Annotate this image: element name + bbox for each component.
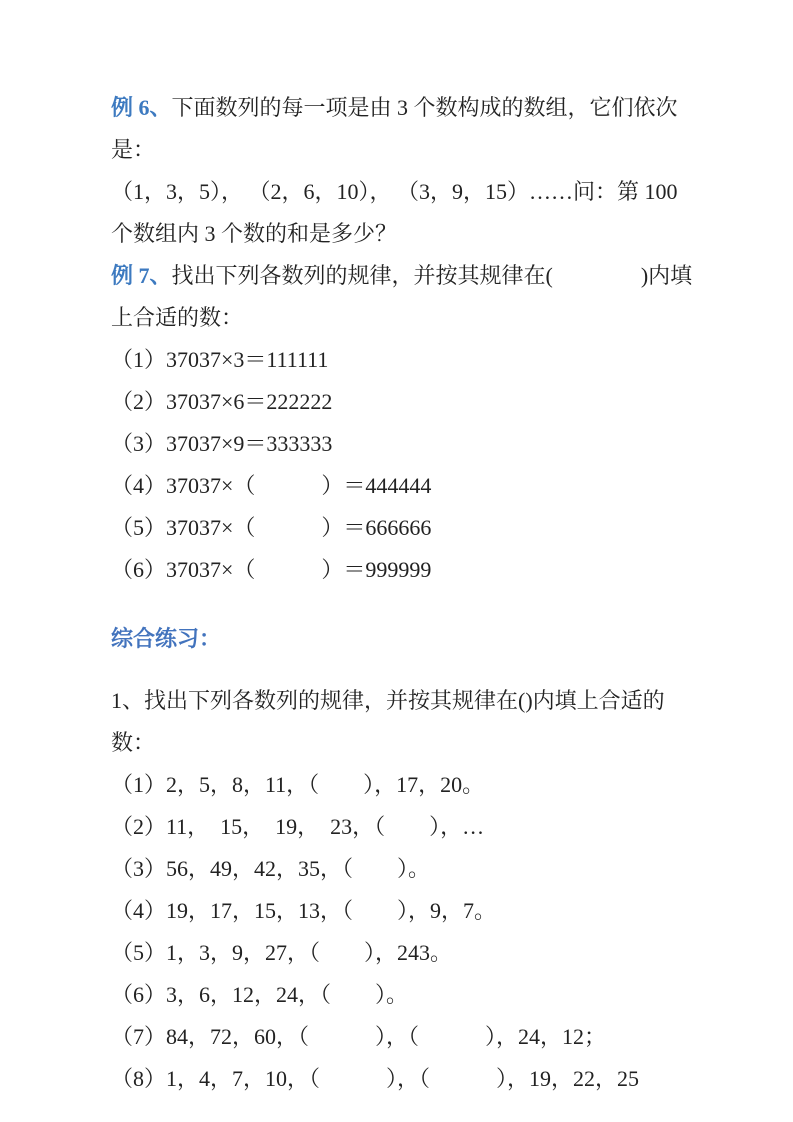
- example7-text-1: 找出下列各数列的规律，并按其规律在( )内填: [171, 263, 693, 288]
- equation-line: （1）37037×3＝111111: [111, 347, 329, 372]
- practice-item: （1）2，5，8，11，（ ），17，20。: [111, 772, 485, 797]
- example7-label: 例 7、: [111, 263, 172, 288]
- practice-intro: 1、找出下列各数列的规律，并按其规律在()内填上合适的数：: [111, 688, 665, 755]
- practice-item: （4）19，17，15，13，（ ），9，7。: [111, 898, 497, 923]
- practice-heading: 综合练习：: [111, 626, 222, 651]
- equation-line: （6）37037×（ ）＝999999: [111, 557, 432, 582]
- practice-item: （3）56，49，42，35，（ ）。: [111, 856, 431, 881]
- worksheet-content: [111, 87, 696, 1100]
- example6-line-2: （1，3，5）， （2，6，10）， （3，9，15）……问：第 100: [111, 179, 678, 204]
- example6-text-1: 下面数列的每一项是由 3 个数构成的数组，它们依次是：: [111, 95, 678, 162]
- example7-line-1: [111, 255, 696, 297]
- example6-label: 例 6、: [111, 95, 172, 120]
- equation-line: （4）37037×（ ）＝444444: [111, 473, 432, 498]
- example6-line-3: 个数组内 3 个数的和是多少？: [111, 221, 398, 246]
- example6-line-1: [111, 87, 696, 171]
- practice-item: （8）1，4，7，10，（ ），（ ），19，22，25: [111, 1066, 640, 1091]
- practice-item: （2）11， 15， 19， 23，（ ），…: [111, 814, 485, 839]
- practice-item: （5）1，3，9，27，（ ），243。: [111, 940, 453, 965]
- equation-line: （2）37037×6＝222222: [111, 389, 333, 414]
- equation-line: （5）37037×（ ）＝666666: [111, 515, 432, 540]
- practice-item: （6）3，6，12，24，（ ）。: [111, 982, 409, 1007]
- equation-line: （3）37037×9＝333333: [111, 431, 333, 456]
- practice-item: （7）84，72，60，（ ），（ ），24，12；: [111, 1024, 607, 1049]
- example7-line-2: 上合适的数：: [111, 305, 244, 330]
